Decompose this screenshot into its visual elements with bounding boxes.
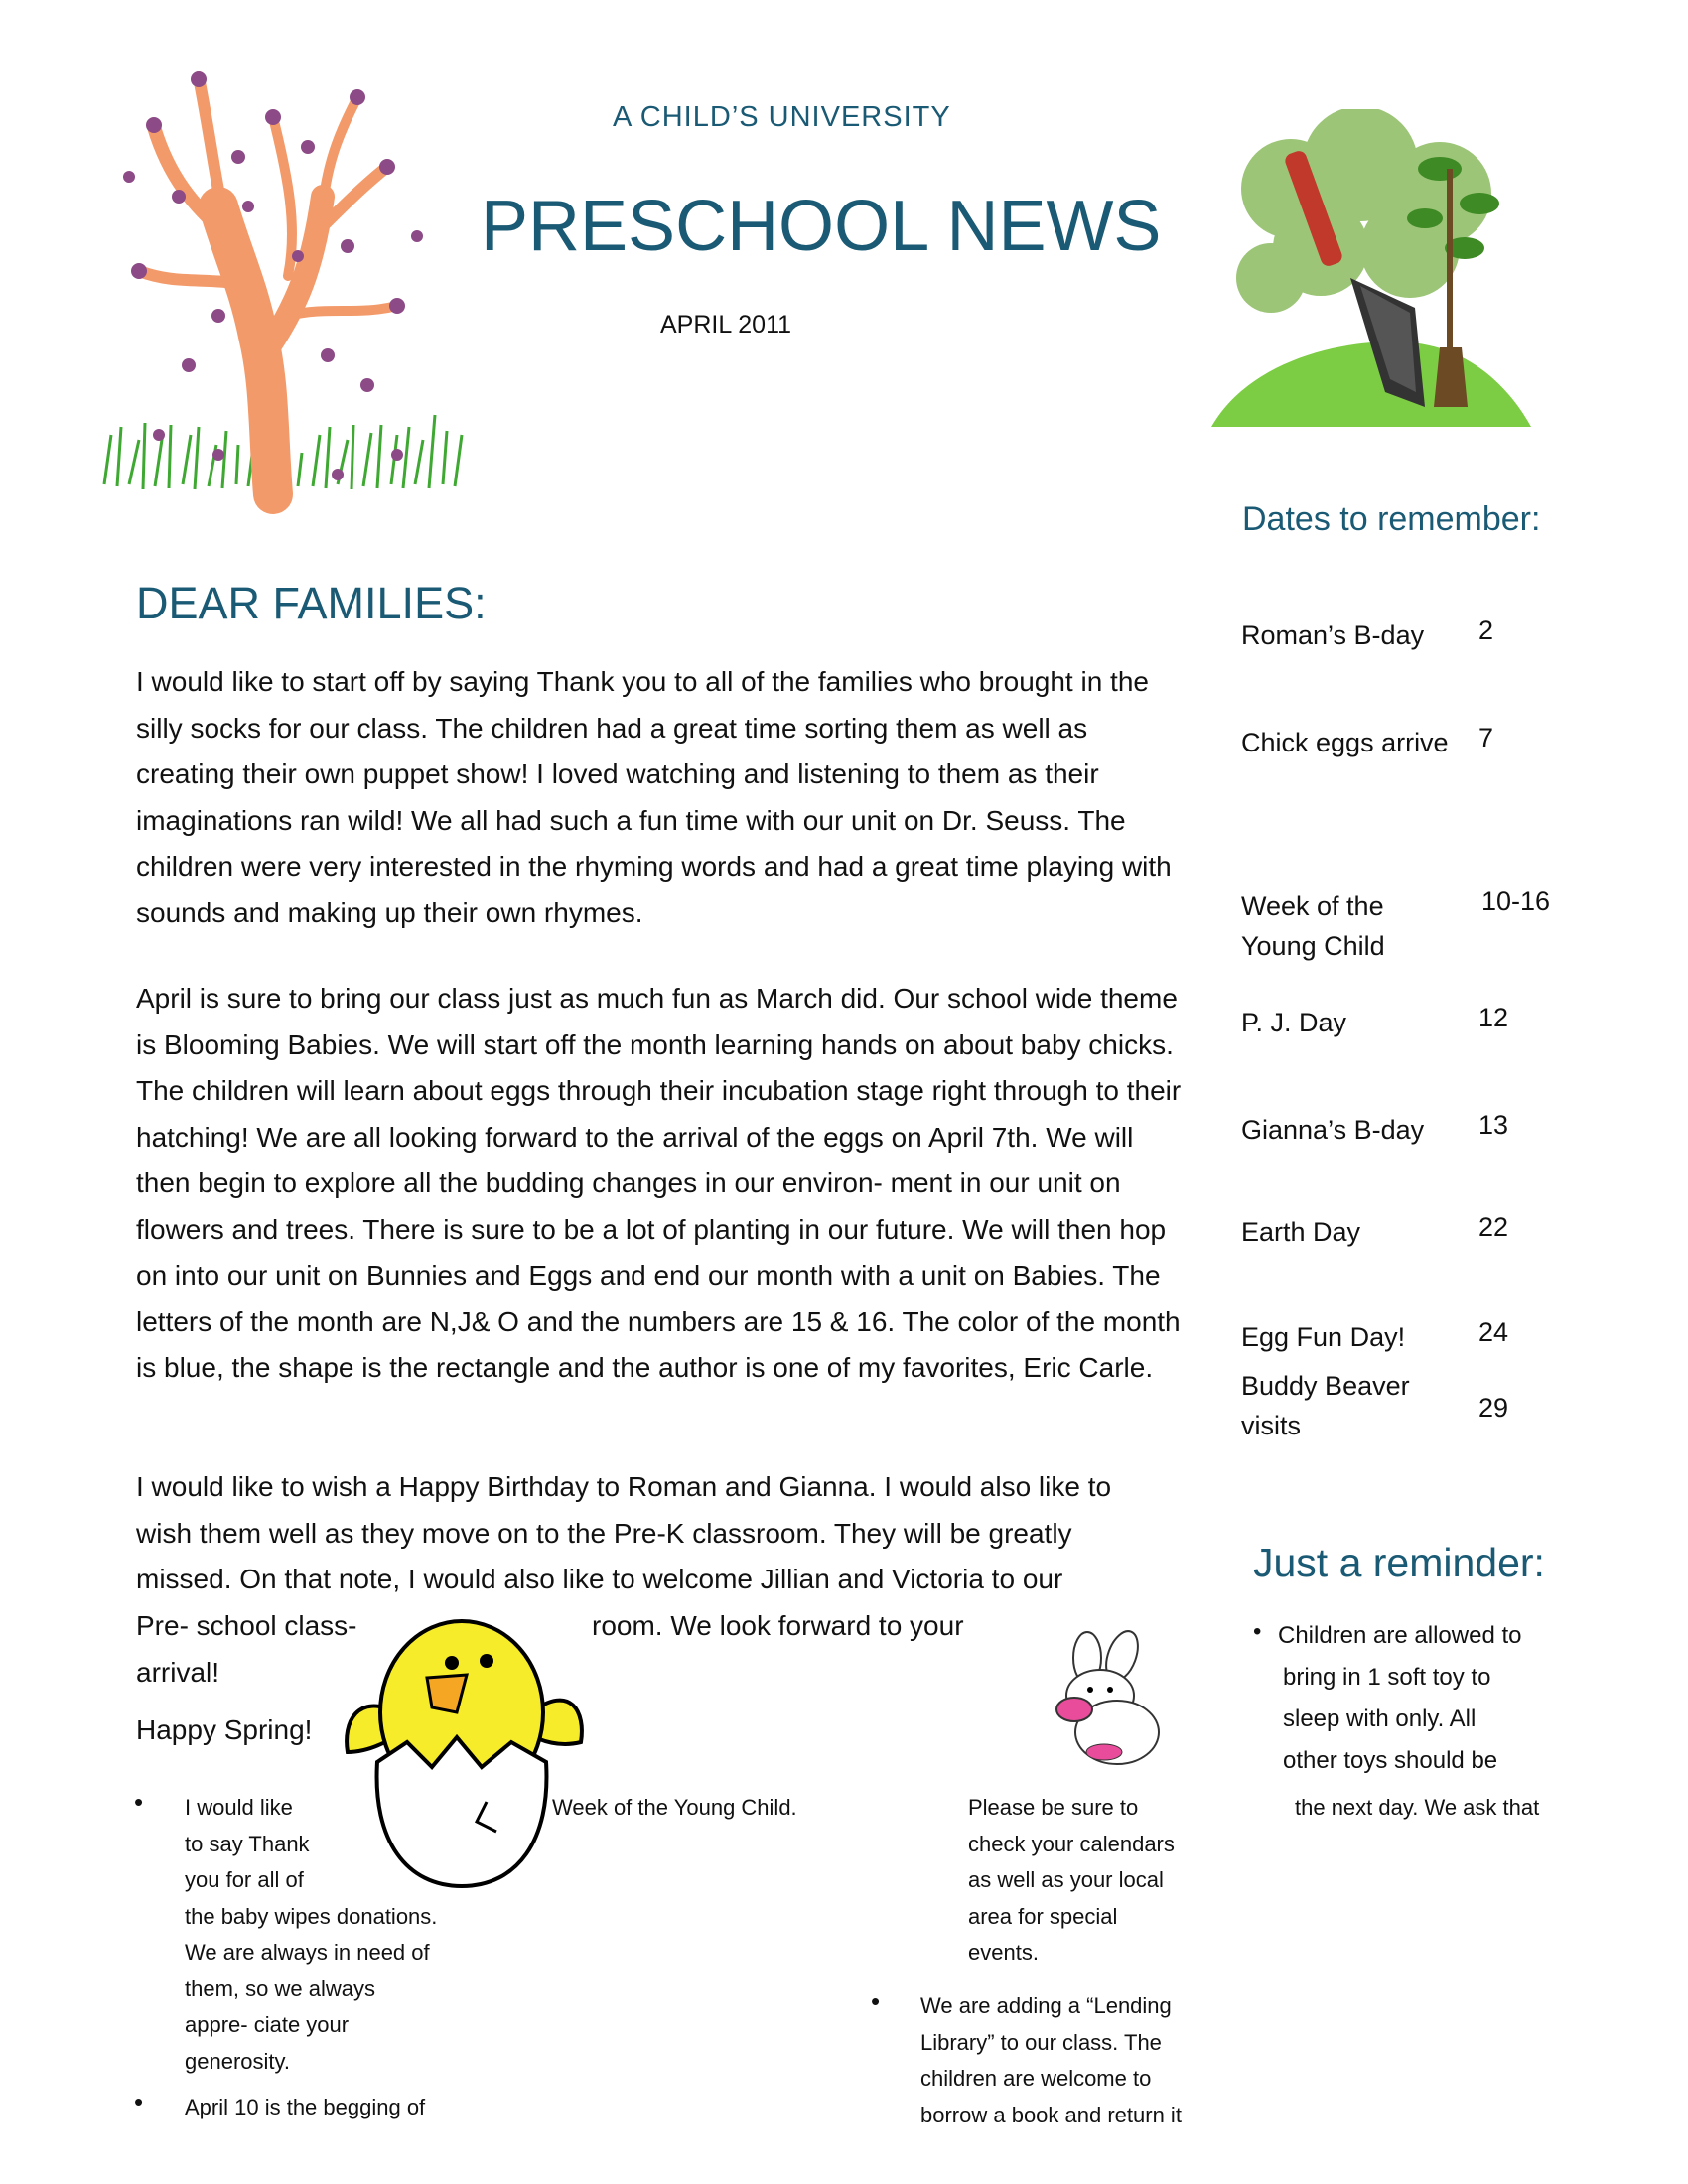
issue-date: APRIL 2011 (660, 311, 792, 339)
date-label: Gianna’s B-day (1241, 1115, 1425, 1145)
bullet-icon: • (134, 1787, 144, 1817)
date-label: Week of the Young Child (1241, 891, 1385, 961)
blossom-tree-icon (99, 58, 469, 524)
newsletter-title: PRESCHOOL NEWS (481, 187, 1162, 266)
date-value: 13 (1478, 1110, 1509, 1140)
letter-paragraph-3-line: Pre- school class- (136, 1610, 357, 1641)
note-young-child-week: April 10 is the begging of (185, 2095, 426, 2119)
bullet-icon: • (1253, 1618, 1262, 1645)
note-line: children are welcome to (920, 2066, 1152, 2091)
bullet-icon: • (871, 1986, 881, 2016)
hatching-chick-icon (338, 1603, 596, 1891)
note-line: you for all of (185, 1867, 304, 1892)
trowel-sapling-icon (1211, 109, 1531, 447)
letter-paragraph-3-line: I would like to wish a Happy Birthday to Roman and Gianna. I would also like to (136, 1471, 1112, 1502)
date-value: 10-16 (1481, 887, 1551, 916)
note-line: Library” to our class. The (920, 2029, 1162, 2055)
letter-paragraph-3 (136, 1464, 1189, 1603)
date-value: 24 (1478, 1317, 1509, 1347)
note-line: as well as your local (968, 1867, 1164, 1892)
letter-heading: DEAR FAMILIES: (136, 578, 487, 628)
reminder-line: bring in 1 soft toy to (1283, 1664, 1491, 1691)
date-label: P. J. Day (1241, 1008, 1347, 1037)
note-line: events. (968, 1940, 1039, 1965)
note-line: them, so we always (185, 1976, 375, 2001)
note-line: We are adding a “Lending (920, 1993, 1172, 2018)
bullet-icon: • (134, 2087, 144, 2116)
letter-paragraph-3-line: wish them well as they move on to the Pre-K classroom. They will be greatly (136, 1517, 1072, 1549)
date-label: Chick eggs arrive (1241, 728, 1449, 757)
note-line: We are always in need of (185, 1940, 430, 1965)
note-line: Please be sure to (968, 1795, 1139, 1820)
date-label: Earth Day (1241, 1217, 1361, 1247)
reminder-line: Children are allowed to (1278, 1622, 1522, 1649)
reminder-line: sleep with only. All (1283, 1706, 1477, 1732)
date-value: 2 (1478, 615, 1494, 645)
letter-paragraph-3-line: room. We look forward to your (592, 1610, 964, 1641)
date-label: Roman’s B-day (1241, 620, 1425, 650)
note-line: the baby wipes donations. (185, 1903, 438, 1929)
note-calendars (968, 1790, 1226, 1972)
note-line: to say Thank (185, 1831, 310, 1856)
reminder-line: other toys should be (1283, 1747, 1498, 1774)
closing-greeting: Happy Spring! (136, 1714, 313, 1745)
reminder-text (1278, 1615, 1606, 1782)
date-label: Egg Fun Day! (1241, 1322, 1406, 1352)
note-line: check your calendars (968, 1831, 1175, 1856)
letter-paragraph-1: I would like to start off by saying Thank you to all of the families who brought in the silly socks for our class. The children had a great time sorting them as well as creating their own puppet show! I loved watching and listening to them as their imaginations ran wild! We all had such a fun time with our unit on Dr. Seuss. The children were very interested in the rhyming words and had a great time playing with sounds and making up their own rhymes. (136, 666, 1172, 928)
date-value: 29 (1478, 1393, 1509, 1423)
letter-paragraph-2: April is sure to bring our class just as much fun as March did. Our school wide theme is Blooming Babies. We will start off the month learning hands on about baby chicks. The children will learn about eggs through their incubation stage right through to their hatching! We are all looking forward to the arrival of the eggs on April 7th. We will then begin to explore all the budding changes in our environ- ment in our unit on flowers and trees. There is sure to be a lot of planting in our future. We will then hop on into our unit on Bunnies and Eggs and end our month with a unit on Babies. The letters of the month are N,J& O and the numbers are 15 & 16. The color of the month is blue, the shape is the rectangle and the author is one of my favorites, Eric Carle. (136, 983, 1182, 1383)
note-reminder-cont: the next day. We ask that (1295, 1795, 1540, 1820)
letter-paragraph-3-line: arrival! (136, 1657, 220, 1688)
organization-name: A CHILD’S UNIVERSITY (613, 101, 951, 133)
note-young-child-week-cont: Week of the Young Child. (552, 1795, 797, 1820)
note-line: generosity. (185, 2048, 290, 2074)
letter-paragraph-3-line: missed. On that note, I would also like to welcome Jillian and Victoria to our (136, 1564, 1063, 1594)
reminder-heading: Just a reminder: (1253, 1540, 1545, 1585)
note-line: area for special (968, 1903, 1118, 1929)
note-line: I would like (185, 1795, 293, 1820)
note-line: appre- ciate your (185, 2012, 350, 2037)
date-value: 22 (1478, 1212, 1509, 1242)
dates-heading: Dates to remember: (1242, 500, 1541, 538)
date-label: Buddy Beaver visits (1241, 1371, 1410, 1440)
date-value: 7 (1478, 723, 1494, 752)
date-value: 12 (1478, 1003, 1509, 1032)
note-line: borrow a book and return it (920, 2102, 1182, 2127)
bunny-icon (1033, 1628, 1182, 1777)
note-lending-library (920, 1988, 1218, 2133)
